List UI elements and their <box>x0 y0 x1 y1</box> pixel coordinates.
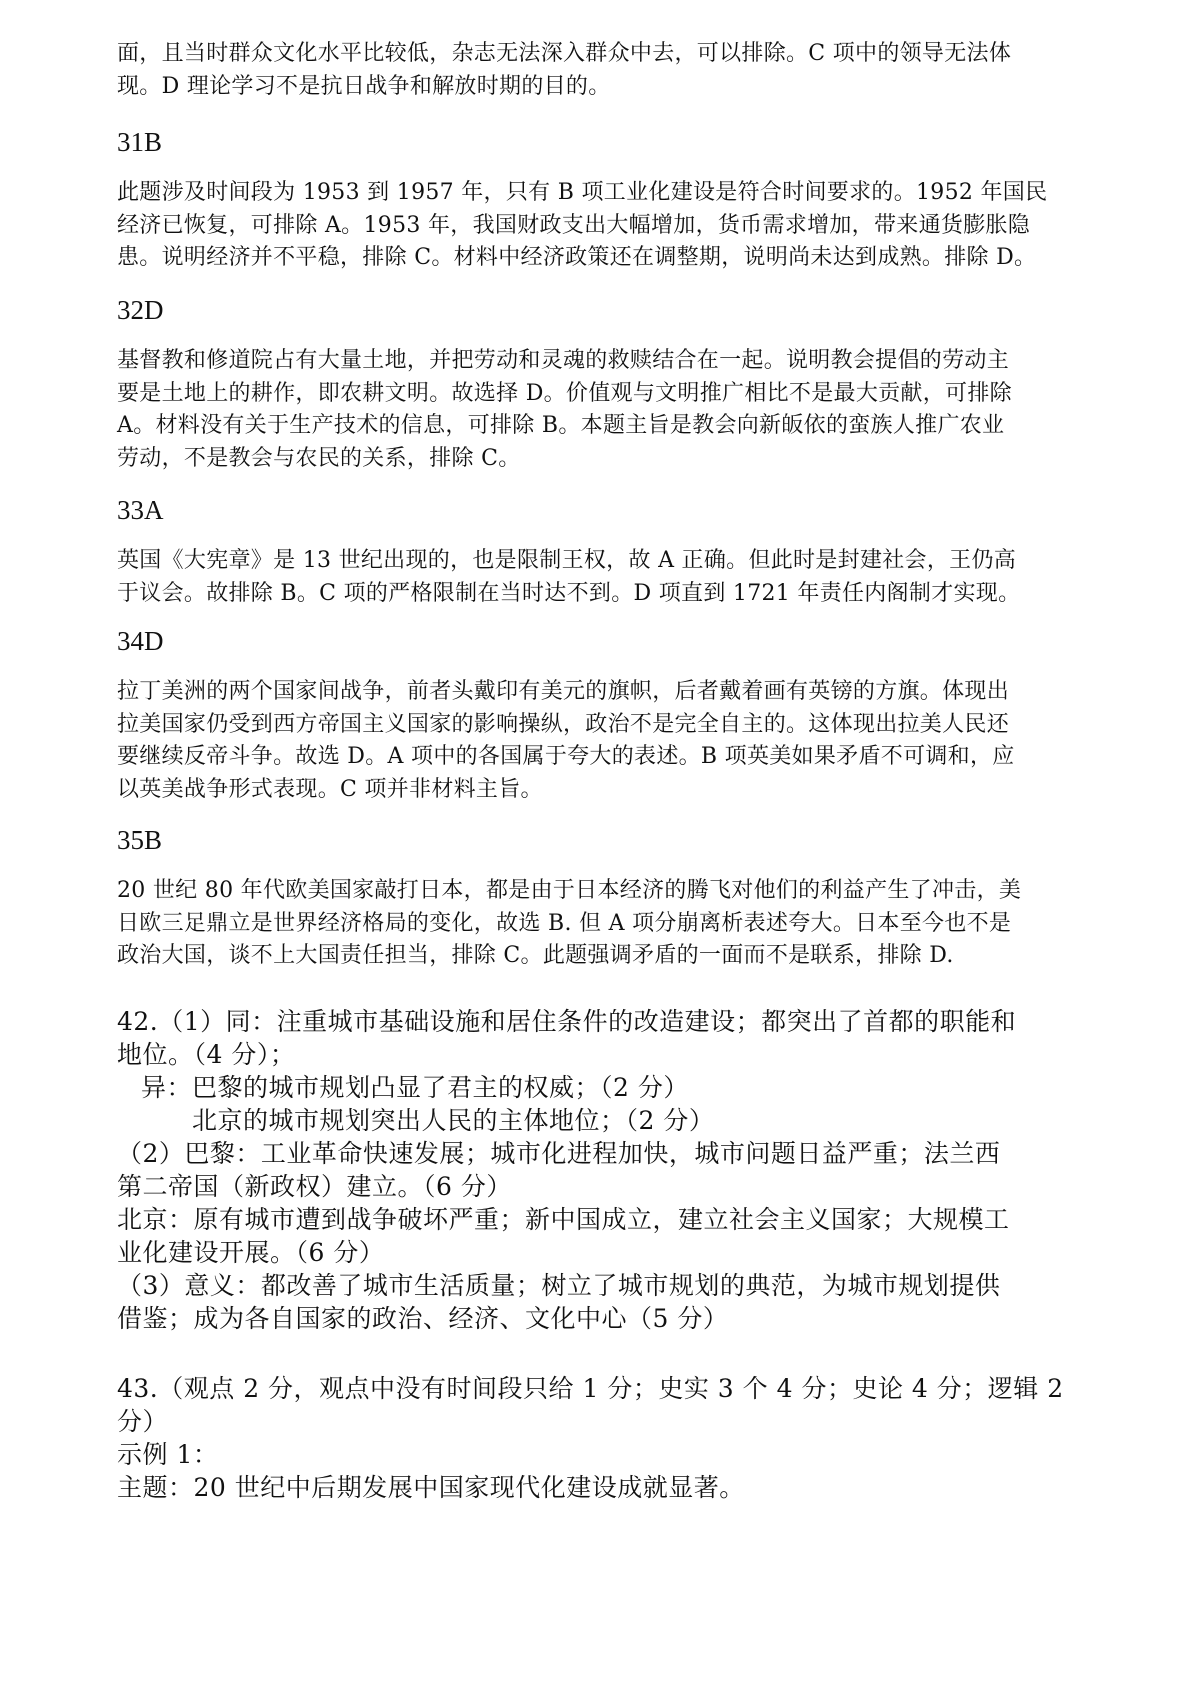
answer-line: 示例 1： <box>117 1440 219 1469</box>
explanation-line: 政治大国，谈不上大国责任担当，排除 C。此题强调矛盾的一面而不是联系，排除 D. <box>117 943 954 968</box>
question-42 <box>117 1005 1016 1335</box>
answer-line: 异：巴黎的城市规划凸显了君主的权威；（2 分） <box>141 1073 689 1102</box>
answer-line: 第二帝国（新政权）建立。（6 分） <box>117 1172 512 1201</box>
question-43 <box>117 1372 1064 1504</box>
intro-block <box>117 38 1011 103</box>
explanation-line: 劳动，不是教会与农民的关系，排除 C。 <box>117 445 521 471</box>
explanation-line: 要是土地上的耕作，即农耕文明。故选择 D。价值观与文明推广相比不是最大贡献，可排除 <box>117 380 1012 406</box>
answer-line: 地位。（4 分）； <box>117 1040 296 1069</box>
answer-heading: 32D <box>117 295 164 325</box>
question-35 <box>117 823 1021 973</box>
answer-line: 北京的城市规划突出人民的主体地位；（2 分） <box>192 1106 715 1135</box>
answer-heading: 35B <box>117 825 163 855</box>
question-33 <box>117 493 1020 610</box>
explanation-line: 拉丁美洲的两个国家间战争，前者头戴印有美元的旗帜，后者戴着画有英镑的方旗。体现出 <box>117 679 1010 704</box>
answer-line: 42.（1）同：注重城市基础设施和居住条件的改造建设；都突出了首都的职能和 <box>117 1007 1017 1036</box>
explanation-line: 于议会。故排除 B。C 项的严格限制在当时达不到。D 项直到 1721 年责任内阁制才实现。 <box>117 580 1021 606</box>
explanation-line: 20 世纪 80 年代欧美国家敲打日本，都是由于日本经济的腾飞对他们的利益产生了冲击，美 <box>117 878 1022 903</box>
answer-line: （3）意义：都改善了城市生活质量；树立了城市规划的典范，为城市规划提供 <box>117 1271 1001 1300</box>
explanation-line: 基督教和修道院占有大量土地，并把劳动和灵魂的救赎结合在一起。说明教会提倡的劳动主 <box>117 348 1010 373</box>
explanation-line: 以英美战争形式表现。C 项并非材料主旨。 <box>117 776 543 802</box>
answer-line: 43.（观点 2 分，观点中没有时间段只给 1 分；史实 3 个 4 分；史论 4 分；逻辑 2 <box>117 1374 1064 1403</box>
explanation-line: 拉美国家仍受到西方帝国主义国家的影响操纵，政治不是完全自主的。这体现出拉美人民还 <box>117 711 1010 737</box>
explanation-line: 日欧三足鼎立是世界经济格局的变化，故选 B. 但 A 项分崩离析表述夸大。日本至今也不是 <box>117 910 1012 936</box>
explanation-line: 此题涉及时间段为 1953 到 1957 年，只有 B 项工业化建设是符合时间要求的。1952 年国民 <box>117 180 1048 205</box>
intro-line: 现。D 理论学习不是抗日战争和解放时期的目的。 <box>117 73 611 99</box>
explanation-line: 经济已恢复，可排除 A。1953 年，我国财政支出大幅增加，货币需求增加，带来通货膨胀隐 <box>117 212 1031 238</box>
explanation-line: 要继续反帝斗争。故选 D。A 项中的各国属于夸大的表述。B 项英美如果矛盾不可调和，应 <box>117 744 1015 769</box>
answer-line: 北京：原有城市遭到战争破坏严重；新中国成立，建立社会主义国家；大规模工 <box>117 1205 1010 1234</box>
answer-line: 分） <box>117 1407 169 1436</box>
answer-line: 借鉴；成为各自国家的政治、经济、文化中心（5 分） <box>117 1304 729 1333</box>
explanation-line: A。材料没有关于生产技术的信息，可排除 B。本题主旨是教会向新皈依的蛮族人推广农业 <box>117 413 1005 438</box>
answer-line: （2）巴黎：工业革命快速发展；城市化进程加快，城市问题日益严重；法兰西 <box>117 1139 1001 1168</box>
explanation-line: 英国《大宪章》是 13 世纪出现的，也是限制王权，故 A 正确。但此时是封建社会，王仍高 <box>117 548 1017 573</box>
intro-line: 面，且当时群众文化水平比较低，杂志无法深入群众中去，可以排除。C 项中的领导无法体 <box>117 41 1012 66</box>
question-34 <box>117 624 1015 806</box>
answer-heading: 34D <box>117 626 164 656</box>
question-32 <box>117 293 1012 475</box>
question-31 <box>117 125 1047 275</box>
answer-heading: 33A <box>117 495 164 525</box>
answer-heading: 31B <box>117 127 163 157</box>
answer-line: 业化建设开展。（6 分） <box>117 1238 385 1267</box>
answer-line: 主题：20 世纪中后期发展中国家现代化建设成就显著。 <box>117 1473 745 1502</box>
explanation-line: 患。说明经济并不平稳，排除 C。材料中经济政策还在调整期，说明尚未达到成熟。排除 D。 <box>117 245 1037 270</box>
